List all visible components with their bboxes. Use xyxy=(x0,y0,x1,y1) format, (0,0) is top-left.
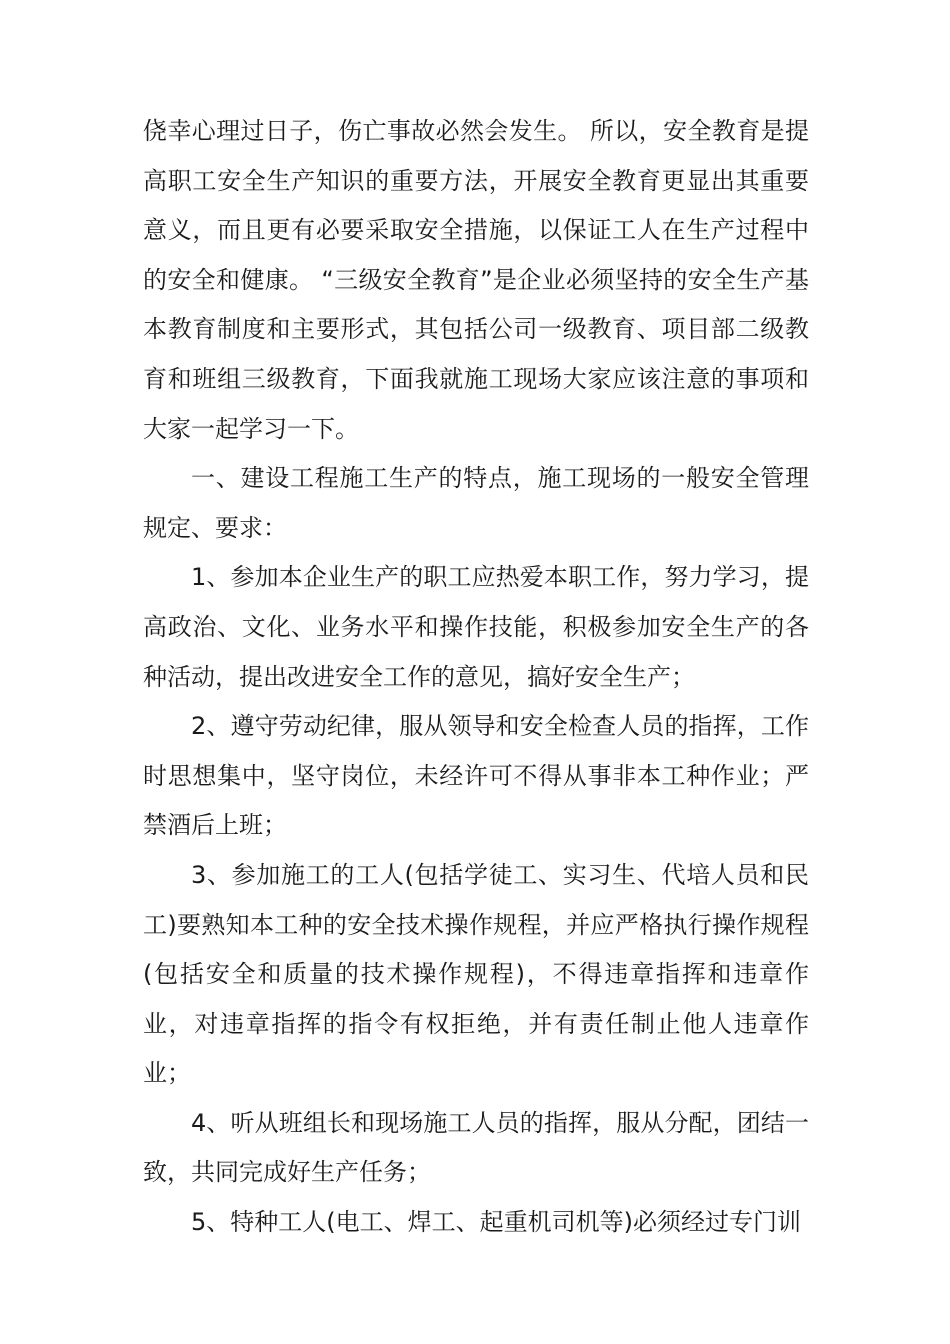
paragraph-continuation: 侥幸心理过日子，伤亡事故必然会发生。 所以，安全教育是提高职工安全生产知识的重要方法，开展安全教育更显出其重要意义，而且更有必要采取安全措施，以保证工人在生产过程中的安全和健康。 “三级安全教育”是企业必须坚持的安全生产基本教育制度和主要形式，其包括公司一级教育、项目部二级教育和班组三级教育，下面我就施工现场大家应该注意的事项和大家一起学习一下。 xyxy=(143,117,809,443)
section-heading-1: 一、建设工程施工生产的特点，施工现场的一般安全管理规定、要求： xyxy=(143,464,809,542)
rule-item-4: 4、听从班组长和现场施工人员的指挥，服从分配，团结一致，共同完成好生产任务； xyxy=(143,1108,809,1187)
rule-item-2: 2、遵守劳动纪律，服从领导和安全检查人员的指挥，工作时思想集中，坚守岗位，未经许可不得从事非本工种作业；严禁酒后上班； xyxy=(143,712,809,840)
rule-item-1: 1、参加本企业生产的职工应热爱本职工作，努力学习，提高政治、文化、业务水平和操作技能，积极参加安全生产的各种活动，提出改进安全工作的意见，搞好安全生产； xyxy=(143,563,809,691)
document-body xyxy=(143,107,809,1248)
rule-item-5: 5、特种工人(电工、焊工、起重机司机等)必须经过专门训 xyxy=(191,1208,801,1237)
rule-item-3: 3、参加施工的工人(包括学徒工、实习生、代培人员和民工)要熟知本工种的安全技术操作规程，并应严格执行操作规程(包括安全和质量的技术操作规程)，不得违章指挥和违章作业，对违章指挥的指令有权拒绝，并有责任制止他人违章作业； xyxy=(143,860,809,1088)
